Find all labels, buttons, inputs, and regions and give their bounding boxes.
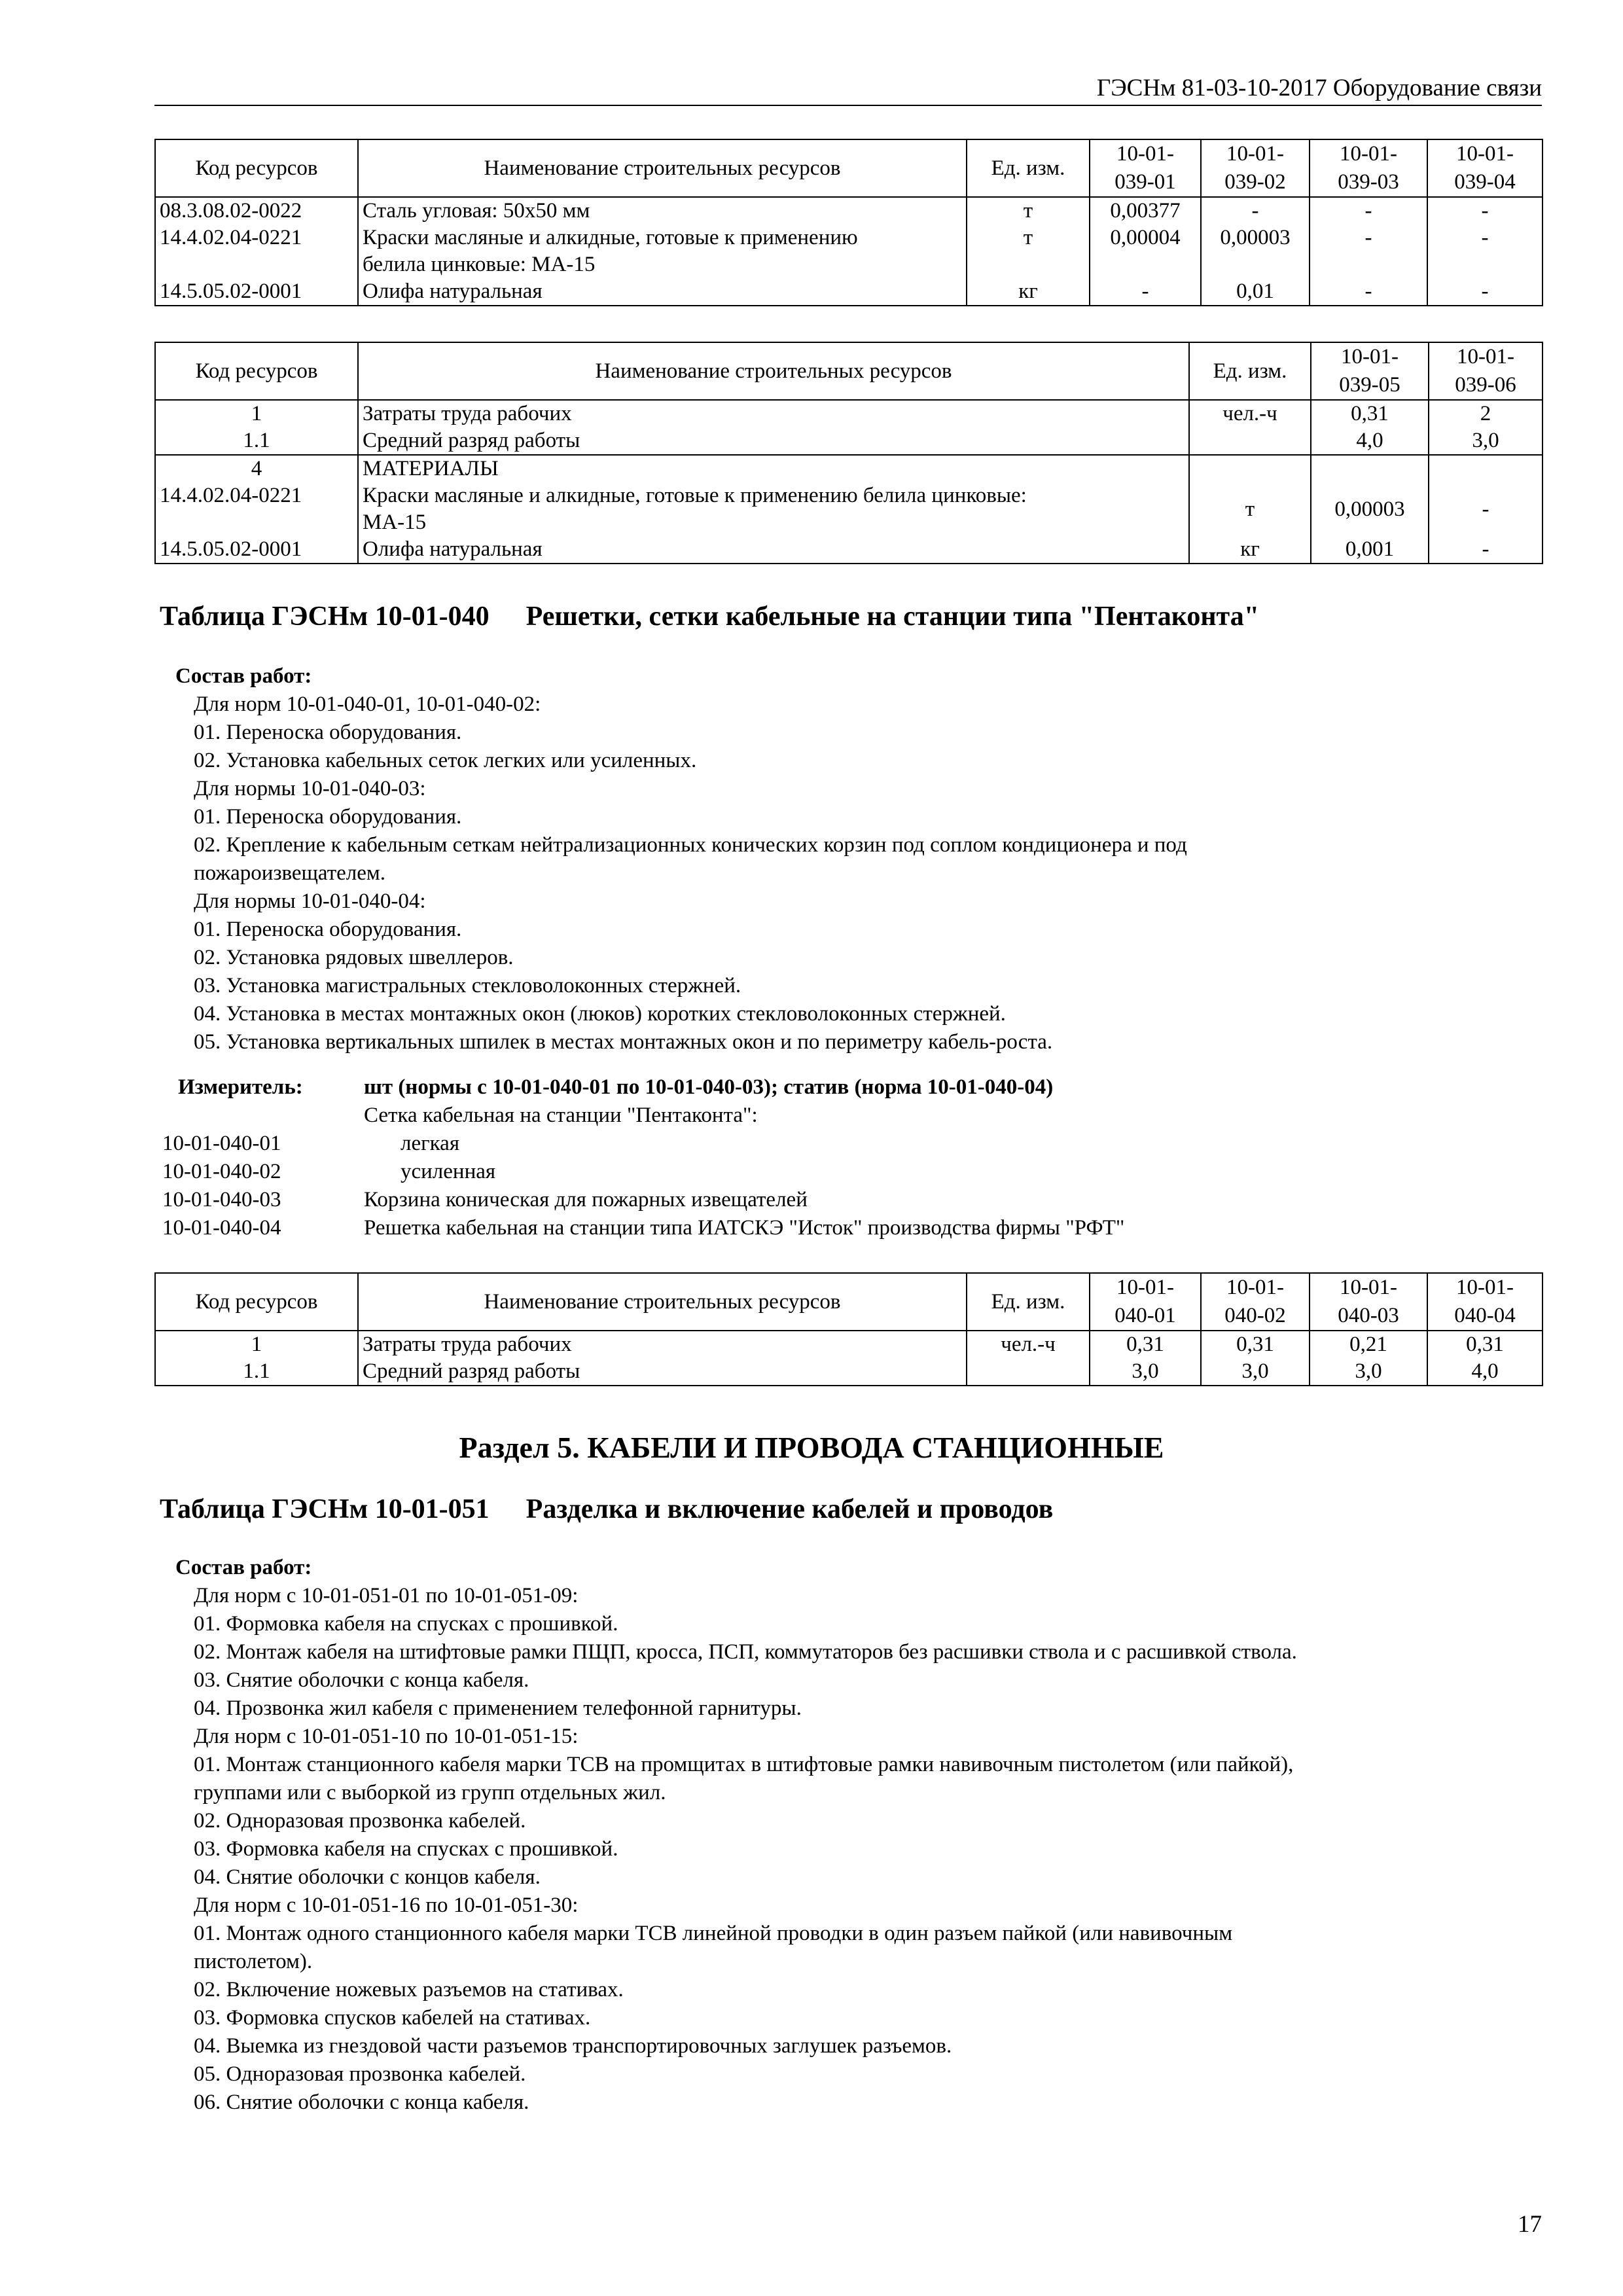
running-header: ГЭСНм 81-03-10-2017 Оборудование связи: [154, 73, 1542, 106]
resource-name: МАТЕРИАЛЫ: [358, 455, 1189, 482]
resource-code: 08.3.08.02-0022: [155, 197, 358, 224]
resource-name: Сталь угловая: 50х50 мм: [358, 197, 967, 224]
value-cell: 0,31: [1311, 400, 1429, 427]
norm-code: 10-01-040-02: [162, 1160, 281, 1183]
norm-code: 10-01-040-01: [162, 1132, 281, 1155]
composition-line: Для норм с 10-01-051-10 по 10-01-051-15:: [194, 1725, 579, 1748]
value-cell: -: [1427, 224, 1543, 278]
unit: т: [967, 224, 1090, 278]
norm-description: легкая: [401, 1132, 460, 1155]
meter-row: [162, 1073, 1537, 1102]
composition-line: группами или с выборкой из групп отдельных жил.: [194, 1781, 666, 1804]
composition-line: 04. Установка в местах монтажных окон (люков) коротких стекловолоконных стержней.: [194, 1002, 1006, 1026]
table-code: Таблица ГЭСНм 10-01-040: [160, 601, 490, 632]
unit: чел.-ч: [1189, 400, 1311, 427]
table-row: [155, 1358, 1543, 1386]
unit: [967, 1358, 1090, 1386]
header-cell: 10-01- 039-06: [1429, 342, 1543, 400]
resource-code: 14.5.05.02-0001: [155, 278, 358, 306]
resource-code: 1: [155, 400, 358, 427]
composition-line: 02. Включение ножевых разъемов на стативах.: [194, 1978, 624, 2001]
section-title: Раздел 5. КАБЕЛИ И ПРОВОДА СТАНЦИОННЫЕ: [459, 1431, 1164, 1464]
composition-line: 02. Установка кабельных сеток легких или усиленных.: [194, 749, 697, 772]
table-row: [155, 224, 1543, 278]
value-cell: 0,31: [1427, 1331, 1543, 1358]
meter-value: шт (нормы с 10-01-040-01 по 10-01-040-03); статив (норма 10-01-040-04): [364, 1075, 1054, 1099]
table-name: Решетки, сетки кабельные на станции типа "Пентаконта": [526, 601, 1260, 632]
composition-line: 02. Одноразовая прозвонка кабелей.: [194, 1809, 526, 1833]
composition-line: Для норм с 10-01-051-01 по 10-01-051-09:: [194, 1584, 579, 1607]
value-cell: 0,001: [1311, 536, 1429, 564]
value-cell: -: [1090, 278, 1201, 306]
meter-subtitle: Сетка кабельная на станции "Пентаконта":: [364, 1103, 758, 1127]
composition-line: 02. Установка рядовых швеллеров.: [194, 946, 514, 969]
table-row: [155, 455, 1543, 482]
composition-line: Для нормы 10-01-040-03:: [194, 777, 426, 800]
header-cell: 10-01- 040-03: [1310, 1273, 1427, 1331]
composition-line: 06. Снятие оболочки с конца кабеля.: [194, 2090, 529, 2114]
header-cell: Наименование строительных ресурсов: [358, 1273, 967, 1331]
norm-code: 10-01-040-03: [162, 1188, 281, 1211]
value-cell: [1311, 455, 1429, 482]
norm-description: Корзина коническая для пожарных извещателей: [364, 1188, 808, 1211]
meter-block-040: [162, 1073, 1537, 1242]
value-cell: -: [1310, 197, 1427, 224]
page-number: 17: [1518, 2211, 1542, 2238]
header-cell: Наименование строительных ресурсов: [358, 342, 1189, 400]
header-cell: Ед. изм.: [1189, 342, 1311, 400]
table-row: [155, 482, 1543, 536]
table-row: [155, 536, 1543, 564]
composition-line: 01. Переноска оборудования.: [194, 805, 462, 829]
unit: т: [1189, 482, 1311, 536]
norm-row: [162, 1158, 1537, 1186]
resource-code: 4: [155, 455, 358, 482]
composition-040: [175, 662, 1500, 1056]
unit: [1189, 455, 1311, 482]
composition-line: 03. Формовка спусков кабелей на стативах.: [194, 2006, 591, 2030]
composition-line: 04. Выемка из гнездовой части разъемов транспортировочных заглушек разъемов.: [194, 2034, 952, 2058]
value-cell: 0,21: [1310, 1331, 1427, 1358]
norm-code: 10-01-040-04: [162, 1216, 281, 1240]
value-cell: 0,00003: [1311, 482, 1429, 536]
table-header-row: [155, 342, 1543, 400]
value-cell: 0,31: [1201, 1331, 1310, 1358]
value-cell: 3,0: [1090, 1358, 1201, 1386]
norm-description: Решетка кабельная на станции типа ИАТСКЭ "Исток" производства фирмы "РФТ": [364, 1216, 1125, 1240]
resource-code: 14.4.02.04-0221: [155, 224, 358, 278]
resource-name: Средний разряд работы: [358, 427, 1189, 455]
value-cell: -: [1429, 482, 1543, 536]
unit: кг: [967, 278, 1090, 306]
header-cell: Наименование строительных ресурсов: [358, 139, 967, 197]
value-cell: 0,00377: [1090, 197, 1201, 224]
resources-table-039-05-06: [154, 342, 1543, 564]
resource-code: 1.1: [155, 1358, 358, 1386]
value-cell: 4,0: [1427, 1358, 1543, 1386]
value-cell: 2: [1429, 400, 1543, 427]
value-cell: 3,0: [1429, 427, 1543, 455]
composition-line: 01. Переноска оборудования.: [194, 721, 462, 744]
header-cell: Код ресурсов: [155, 1273, 358, 1331]
value-cell: -: [1310, 224, 1427, 278]
resource-code: 14.5.05.02-0001: [155, 536, 358, 564]
table-header-row: [155, 139, 1543, 197]
norm-row: [162, 1214, 1537, 1242]
resource-code: 14.4.02.04-0221: [155, 482, 358, 536]
header-cell: Ед. изм.: [967, 139, 1090, 197]
header-cell: Код ресурсов: [155, 342, 358, 400]
value-cell: 0,01: [1201, 278, 1310, 306]
composition-line: пистолетом).: [194, 1950, 313, 1973]
header-cell: 10-01- 039-05: [1311, 342, 1429, 400]
value-cell: -: [1427, 278, 1543, 306]
table-row: [155, 197, 1543, 224]
resource-code: 1: [155, 1331, 358, 1358]
composition-line: 01. Монтаж одного станционного кабеля марки ТСВ линейной проводки в один разъем пайкой (или навивочным: [194, 1922, 1233, 1945]
header-cell: 10-01- 039-02: [1201, 139, 1310, 197]
composition-line: 05. Одноразовая прозвонка кабелей.: [194, 2062, 526, 2086]
resource-name: Олифа натуральная: [358, 536, 1189, 564]
composition-line: 02. Крепление к кабельным сеткам нейтрализационных конических корзин под соплом кондиционера и под: [194, 833, 1187, 857]
composition-line: Для норм 10-01-040-01, 10-01-040-02:: [194, 692, 541, 716]
header-cell: 10-01- 039-03: [1310, 139, 1427, 197]
value-cell: -: [1310, 278, 1427, 306]
table-title-040: [160, 600, 1259, 634]
composition-line: пожароизвещателем.: [194, 861, 386, 885]
table-row: [155, 400, 1543, 427]
table-code: Таблица ГЭСНм 10-01-051: [160, 1494, 490, 1524]
header-cell: 10-01- 040-04: [1427, 1273, 1543, 1331]
unit: [1189, 427, 1311, 455]
value-cell: 4,0: [1311, 427, 1429, 455]
composition-line: 04. Прозвонка жил кабеля с применением телефонной гарнитуры.: [194, 1696, 802, 1720]
value-cell: 3,0: [1310, 1358, 1427, 1386]
value-cell: -: [1427, 197, 1543, 224]
header-cell: 10-01- 040-01: [1090, 1273, 1201, 1331]
composition-line: 01. Формовка кабеля на спусках с прошивкой.: [194, 1612, 618, 1636]
norm-row: [162, 1130, 1537, 1158]
resource-name: Краски масляные и алкидные, готовые к применению белила цинковые: МА-15: [358, 224, 967, 278]
unit: кг: [1189, 536, 1311, 564]
value-cell: 3,0: [1201, 1358, 1310, 1386]
value-cell: 0,00004: [1090, 224, 1201, 278]
value-cell: 0,00003: [1201, 224, 1310, 278]
composition-line: 02. Монтаж кабеля на штифтовые рамки ПЩП, кросса, ПСП, коммутаторов без расшивки ствола и с расшивкой ствола.: [194, 1640, 1297, 1664]
norm-row: [162, 1186, 1537, 1214]
unit: чел.-ч: [967, 1331, 1090, 1358]
composition-line: Для норм с 10-01-051-16 по 10-01-051-30:: [194, 1893, 579, 1917]
composition-heading: Состав работ:: [175, 1556, 312, 1579]
value-cell: [1429, 455, 1543, 482]
value-cell: -: [1201, 197, 1310, 224]
header-cell: 10-01- 040-02: [1201, 1273, 1310, 1331]
value-cell: 0,31: [1090, 1331, 1201, 1358]
header-cell: 10-01- 039-01: [1090, 139, 1201, 197]
header-cell: Код ресурсов: [155, 139, 358, 197]
table-header-row: [155, 1273, 1543, 1331]
meter-row: [162, 1102, 1537, 1130]
resources-table-040: [154, 1272, 1543, 1386]
table-row: [155, 1331, 1543, 1358]
resources-table-039-01-04: [154, 139, 1543, 306]
table-row: [155, 427, 1543, 455]
table-name: Разделка и включение кабелей и проводов: [526, 1494, 1054, 1524]
value-cell: -: [1429, 536, 1543, 564]
composition-line: 01. Монтаж станционного кабеля марки ТСВ на промщитах в штифтовые рамки навивочным пистолетом (или пайкой),: [194, 1753, 1294, 1776]
composition-line: 04. Снятие оболочки с концов кабеля.: [194, 1865, 541, 1889]
composition-line: 03. Снятие оболочки с конца кабеля.: [194, 1668, 529, 1692]
resource-name: Затраты труда рабочих: [358, 1331, 967, 1358]
resource-name: Затраты труда рабочих: [358, 400, 1189, 427]
header-cell: 10-01- 039-04: [1427, 139, 1543, 197]
composition-line: 01. Переноска оборудования.: [194, 918, 462, 941]
meter-label: Измеритель:: [178, 1075, 303, 1099]
composition-line: 03. Установка магистральных стекловолоконных стержней.: [194, 974, 741, 997]
resource-name: Олифа натуральная: [358, 278, 967, 306]
resource-name: Краски масляные и алкидные, готовые к применению белила цинковые: МА-15: [358, 482, 1189, 536]
table-title-051: [160, 1492, 1053, 1526]
composition-line: Для нормы 10-01-040-04:: [194, 889, 426, 913]
resource-code: 1.1: [155, 427, 358, 455]
header-cell: Ед. изм.: [967, 1273, 1090, 1331]
composition-line: 05. Установка вертикальных шпилек в местах монтажных окон и по периметру кабель-роста.: [194, 1030, 1053, 1054]
composition-line: 03. Формовка кабеля на спусках с прошивкой.: [194, 1837, 618, 1861]
table-row: [155, 278, 1543, 306]
norm-description: усиленная: [401, 1160, 496, 1183]
composition-051: [175, 1554, 1500, 2117]
resource-name: Средний разряд работы: [358, 1358, 967, 1386]
composition-heading: Состав работ:: [175, 664, 312, 688]
unit: т: [967, 197, 1090, 224]
